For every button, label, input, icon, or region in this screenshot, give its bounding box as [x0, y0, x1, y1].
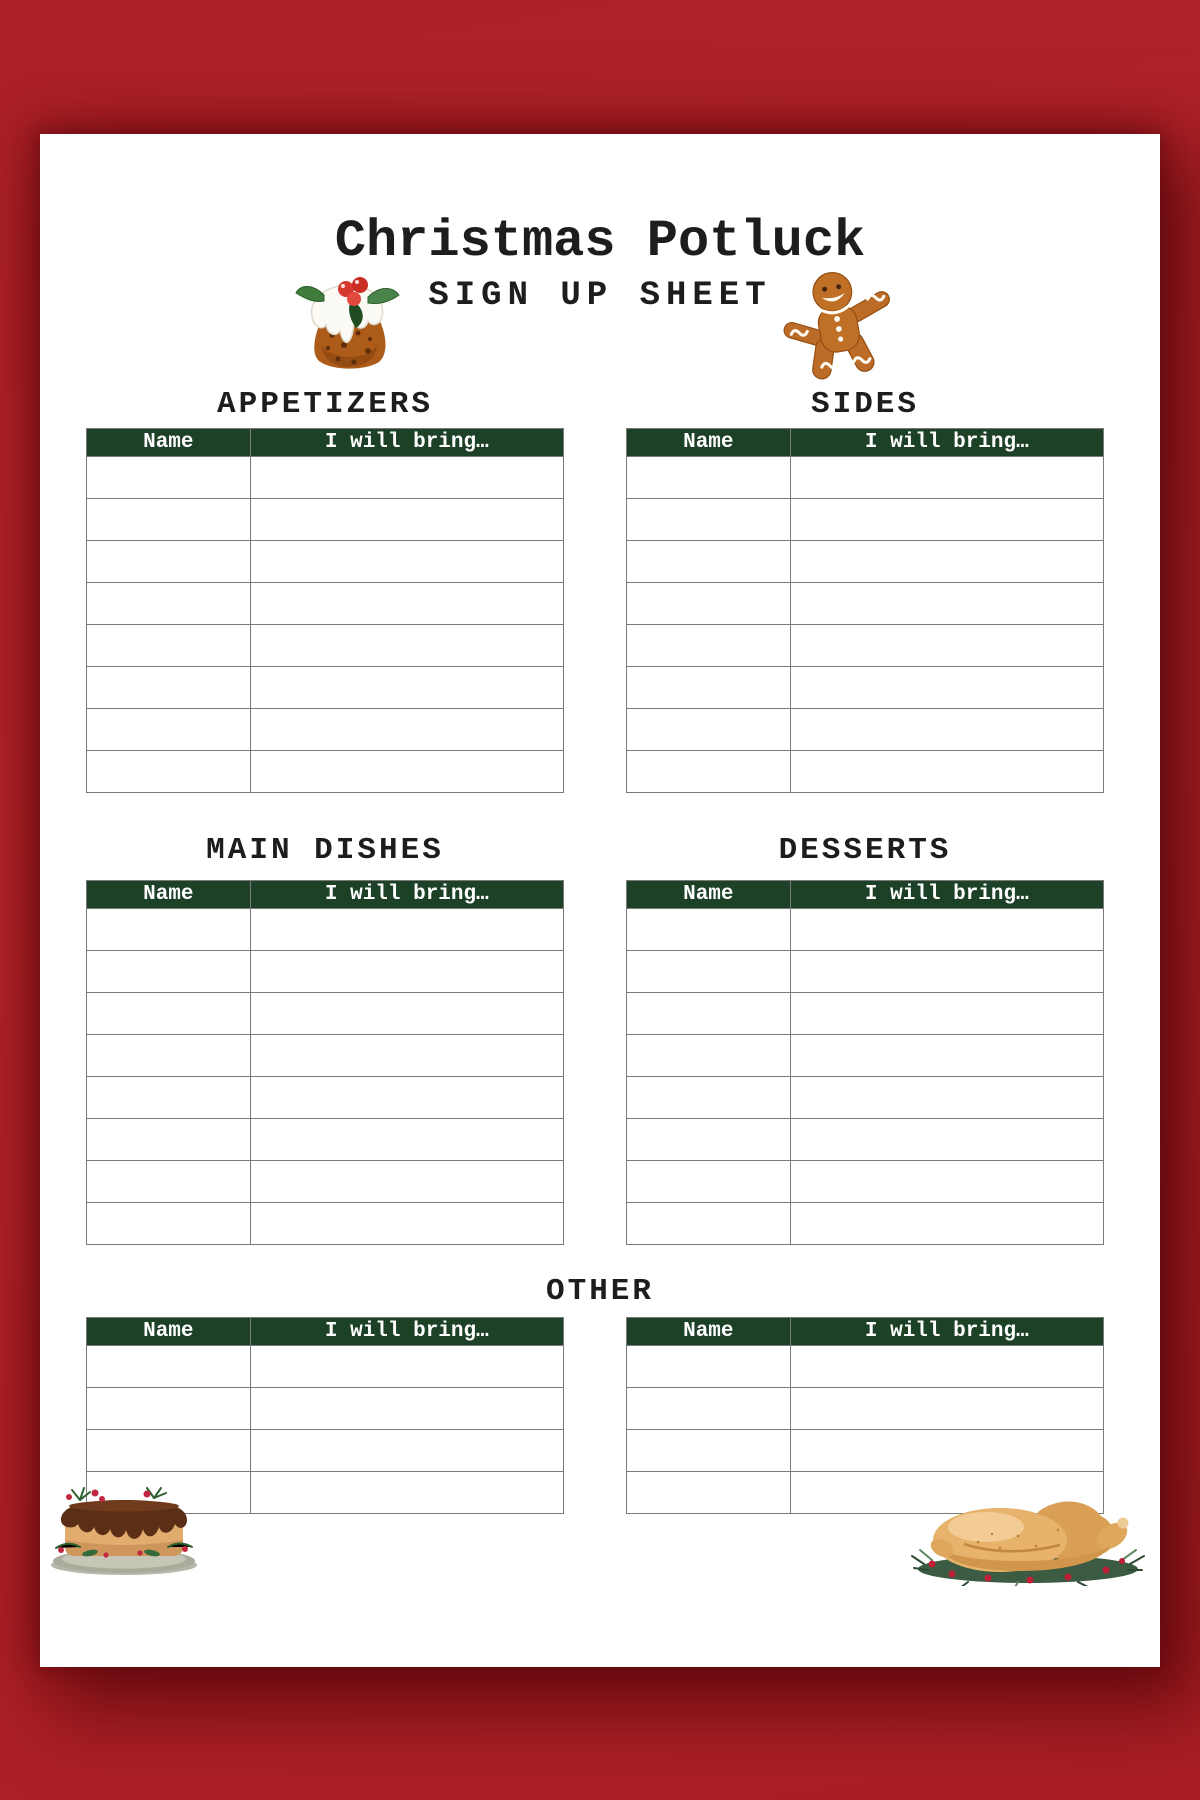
gingerbread-man-icon — [780, 268, 896, 380]
bring-column-header: I will bring… — [250, 881, 563, 909]
signup-row — [627, 1388, 1104, 1430]
signup-row — [627, 1161, 1104, 1203]
signup-row — [627, 583, 1104, 625]
bring-cell[interactable] — [250, 457, 563, 499]
name-column-header: Name — [87, 1318, 251, 1346]
table-header-row — [627, 881, 1104, 909]
section-title-desserts: DESSERTS — [778, 833, 952, 868]
bring-cell[interactable] — [250, 1472, 563, 1514]
section-title-other: OTHER — [545, 1274, 654, 1309]
bring-cell[interactable] — [790, 951, 1103, 993]
name-cell[interactable] — [627, 1430, 791, 1472]
bring-cell[interactable] — [250, 1430, 563, 1472]
name-cell[interactable] — [87, 499, 251, 541]
name-cell[interactable] — [627, 1346, 791, 1388]
christmas-pudding-icon — [294, 273, 402, 373]
sides-table — [626, 428, 1104, 793]
signup-row — [627, 541, 1104, 583]
bring-cell[interactable] — [790, 1161, 1103, 1203]
bring-cell[interactable] — [790, 1346, 1103, 1388]
bring-cell[interactable] — [790, 993, 1103, 1035]
bring-cell[interactable] — [250, 625, 563, 667]
bring-cell[interactable] — [790, 1430, 1103, 1472]
name-cell[interactable] — [87, 751, 251, 793]
name-cell[interactable] — [87, 951, 251, 993]
signup-row — [627, 499, 1104, 541]
bring-cell[interactable] — [250, 541, 563, 583]
other-right-table — [626, 1317, 1104, 1514]
section-title-appetizers: APPETIZERS — [216, 387, 434, 422]
name-cell[interactable] — [87, 1161, 251, 1203]
signup-sheet-page — [40, 134, 1160, 1667]
signup-row — [627, 709, 1104, 751]
section-title-main-dishes: MAIN DISHES — [206, 833, 444, 868]
signup-row — [87, 1035, 564, 1077]
bring-cell[interactable] — [790, 625, 1103, 667]
bring-cell[interactable] — [250, 1161, 563, 1203]
name-column-header: Name — [87, 881, 251, 909]
bring-cell[interactable] — [250, 1203, 563, 1245]
signup-row — [87, 541, 564, 583]
desserts-table — [626, 880, 1104, 1245]
bring-cell[interactable] — [790, 909, 1103, 951]
bring-cell[interactable] — [790, 751, 1103, 793]
section-title-sides: SIDES — [810, 387, 919, 422]
name-cell[interactable] — [87, 709, 251, 751]
name-cell[interactable] — [627, 1161, 791, 1203]
name-cell[interactable] — [627, 1077, 791, 1119]
bring-cell[interactable] — [250, 1035, 563, 1077]
name-column-header: Name — [87, 429, 251, 457]
name-cell[interactable] — [627, 1035, 791, 1077]
bring-column-header: I will bring… — [250, 1318, 563, 1346]
table-header-row — [627, 1318, 1104, 1346]
signup-row — [87, 1430, 564, 1472]
name-cell[interactable] — [87, 1077, 251, 1119]
signup-row — [627, 909, 1104, 951]
appetizers-table — [86, 428, 564, 793]
name-cell[interactable] — [87, 1203, 251, 1245]
bring-cell[interactable] — [790, 709, 1103, 751]
signup-row — [87, 1119, 564, 1161]
table-header-row — [627, 429, 1104, 457]
signup-row — [627, 1430, 1104, 1472]
name-cell[interactable] — [87, 909, 251, 951]
signup-row — [627, 1077, 1104, 1119]
roast-turkey-icon — [908, 1490, 1148, 1586]
name-cell[interactable] — [627, 625, 791, 667]
bring-cell[interactable] — [250, 709, 563, 751]
signup-row — [627, 667, 1104, 709]
signup-row — [87, 1077, 564, 1119]
bring-cell[interactable] — [250, 1346, 563, 1388]
bring-cell[interactable] — [790, 499, 1103, 541]
signup-row — [627, 1346, 1104, 1388]
name-cell[interactable] — [627, 667, 791, 709]
table-header-row — [87, 429, 564, 457]
signup-row — [87, 1388, 564, 1430]
name-cell[interactable] — [627, 541, 791, 583]
bring-cell[interactable] — [790, 1035, 1103, 1077]
signup-row — [627, 951, 1104, 993]
bring-cell[interactable] — [250, 993, 563, 1035]
yule-log-cake-icon — [48, 1484, 200, 1578]
name-cell[interactable] — [87, 625, 251, 667]
bring-cell[interactable] — [250, 667, 563, 709]
name-cell[interactable] — [87, 457, 251, 499]
bring-cell[interactable] — [250, 1119, 563, 1161]
signup-row — [87, 625, 564, 667]
signup-row — [627, 751, 1104, 793]
name-cell[interactable] — [87, 1430, 251, 1472]
name-cell[interactable] — [87, 1346, 251, 1388]
signup-row — [627, 457, 1104, 499]
bring-cell[interactable] — [250, 951, 563, 993]
bring-column-header: I will bring… — [790, 881, 1103, 909]
name-cell[interactable] — [87, 667, 251, 709]
name-cell[interactable] — [87, 541, 251, 583]
page-subtitle: SIGN UP SHEET — [428, 277, 772, 315]
signup-row — [627, 1203, 1104, 1245]
name-cell[interactable] — [627, 457, 791, 499]
bring-cell[interactable] — [790, 457, 1103, 499]
name-cell[interactable] — [87, 993, 251, 1035]
bring-column-header: I will bring… — [790, 429, 1103, 457]
bring-cell[interactable] — [250, 499, 563, 541]
name-cell[interactable] — [627, 909, 791, 951]
name-cell[interactable] — [87, 1119, 251, 1161]
signup-row — [87, 667, 564, 709]
bring-cell[interactable] — [790, 1203, 1103, 1245]
name-cell[interactable] — [627, 709, 791, 751]
signup-row — [87, 993, 564, 1035]
bring-column-header: I will bring… — [790, 1318, 1103, 1346]
page-title: Christmas Potluck — [334, 212, 866, 271]
signup-row — [627, 1119, 1104, 1161]
name-cell[interactable] — [87, 1035, 251, 1077]
name-column-header: Name — [627, 1318, 791, 1346]
bring-cell[interactable] — [790, 1077, 1103, 1119]
name-cell[interactable] — [87, 1388, 251, 1430]
bring-cell[interactable] — [790, 667, 1103, 709]
table-header-row — [87, 881, 564, 909]
signup-row — [87, 751, 564, 793]
name-cell[interactable] — [627, 499, 791, 541]
name-column-header: Name — [627, 881, 791, 909]
name-cell[interactable] — [627, 1119, 791, 1161]
signup-row — [87, 457, 564, 499]
name-cell[interactable] — [627, 583, 791, 625]
bring-cell[interactable] — [250, 751, 563, 793]
name-cell[interactable] — [627, 951, 791, 993]
bring-cell[interactable] — [250, 1388, 563, 1430]
bring-cell[interactable] — [790, 1119, 1103, 1161]
bring-cell[interactable] — [790, 541, 1103, 583]
bring-cell[interactable] — [790, 583, 1103, 625]
signup-row — [627, 1035, 1104, 1077]
signup-row — [87, 499, 564, 541]
signup-row — [87, 909, 564, 951]
bring-cell[interactable] — [790, 1388, 1103, 1430]
signup-row — [87, 951, 564, 993]
table-header-row — [87, 1318, 564, 1346]
name-cell[interactable] — [627, 1388, 791, 1430]
name-cell[interactable] — [627, 1472, 791, 1514]
name-cell[interactable] — [627, 993, 791, 1035]
name-cell[interactable] — [87, 583, 251, 625]
bring-cell[interactable] — [250, 583, 563, 625]
signup-row — [627, 993, 1104, 1035]
signup-row — [87, 709, 564, 751]
bring-column-header: I will bring… — [250, 429, 563, 457]
bring-cell[interactable] — [250, 909, 563, 951]
name-column-header: Name — [627, 429, 791, 457]
name-cell[interactable] — [627, 751, 791, 793]
signup-row — [87, 583, 564, 625]
signup-row — [87, 1346, 564, 1388]
signup-row — [627, 625, 1104, 667]
signup-row — [87, 1161, 564, 1203]
signup-row — [87, 1203, 564, 1245]
bring-cell[interactable] — [250, 1077, 563, 1119]
name-cell[interactable] — [627, 1203, 791, 1245]
main-dishes-table — [86, 880, 564, 1245]
